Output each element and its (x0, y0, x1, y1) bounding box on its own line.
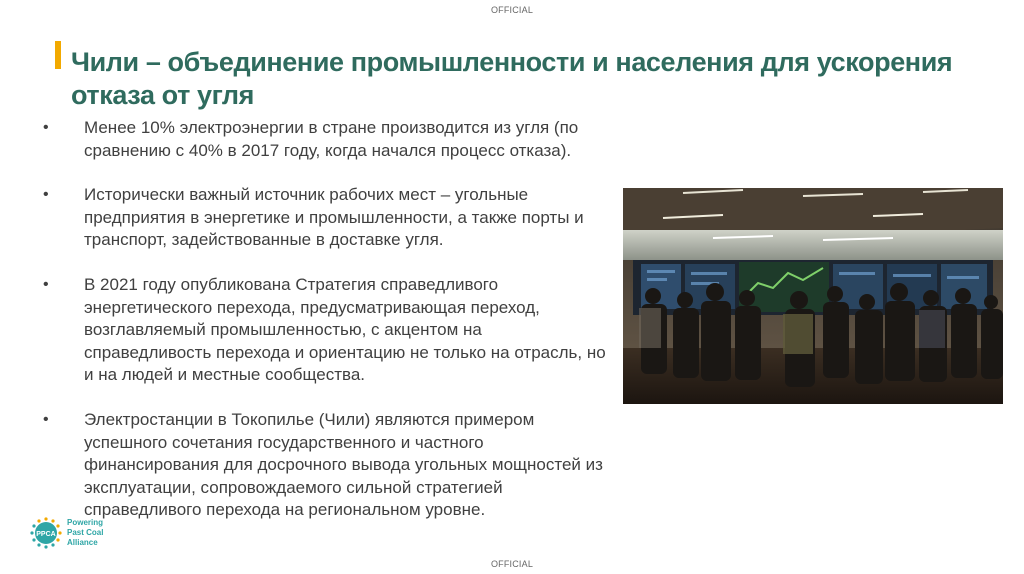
bullet-dot: • (43, 275, 49, 293)
bullet-item (40, 117, 610, 162)
bullet-dot: • (43, 186, 49, 204)
bullet-item (40, 184, 610, 252)
logo-line: Alliance (67, 538, 98, 547)
bullet-text: Исторически важный источник рабочих мест – угольные предприятия в энергетике и промышленности, а также порты и транспорт, задействованные в доставке угля. (84, 185, 584, 250)
bullet-text: В 2021 году опубликована Стратегия справедливого энергетического перехода, предусматривающая переход, возглавляемый промышленностью, с акцентом на справедливость перехода и ориентацию не только на отрасль, но и на людей и местные сообщества. (84, 274, 606, 385)
bullet-item (40, 274, 610, 387)
title-accent-bar (55, 41, 61, 69)
bullet-list (40, 117, 610, 544)
bullet-dot: • (43, 410, 49, 428)
logo-line: Past Coal (67, 528, 104, 537)
classification-label-bottom: OFFICIAL (490, 559, 534, 569)
control-room-illustration (623, 188, 1003, 404)
logo-abbr: PPCA (36, 531, 56, 538)
logo-line: Powering (67, 518, 104, 527)
classification-label-top: OFFICIAL (490, 5, 534, 15)
bullet-text: Электростанции в Токопилье (Чили) являются примером успешного сочетания государственного и частного финансирования для досрочного вывода угольных мощностей из эксплуатации, сопровождаемого сильной стратегией справедливого перехода на региональном уровне. (84, 409, 603, 520)
slide-title: Чили – объединение промышленности и населения для ускорения отказа от угля (71, 47, 953, 110)
bullet-dot: • (43, 119, 49, 136)
control-room-photo (623, 188, 1003, 404)
bullet-text: Менее 10% электроэнергии в стране производится из угля (по сравнению с 40% в 2017 году, когда начался процесс отказа). (84, 118, 579, 160)
logo-wordmark (67, 518, 107, 548)
bullet-item (40, 409, 610, 522)
